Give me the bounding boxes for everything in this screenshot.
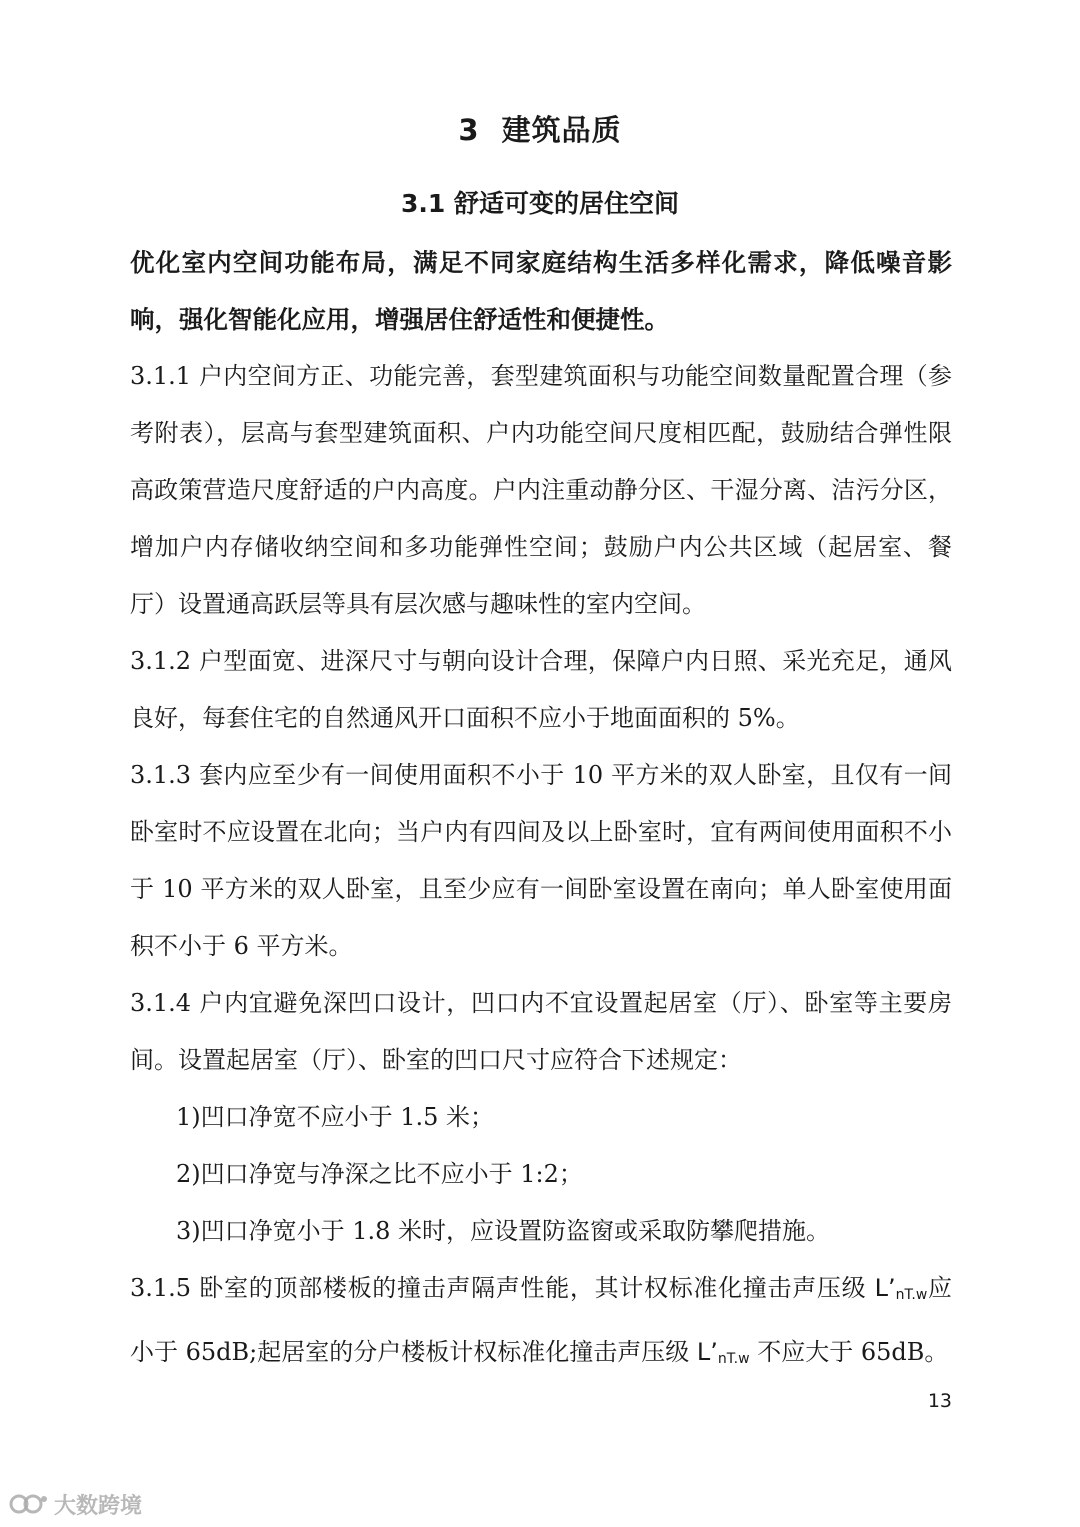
watermark-text: 大数跨境 <box>54 1493 143 1519</box>
clause-3-1-4-item-3: 3)凹口净宽小于 1.8 米时，应设置防盗窗或采取防攀爬措施。 <box>176 1217 831 1245</box>
chapter-number: 3 <box>458 113 480 147</box>
clause-3-1-4-item-2: 2)凹口净宽与净深之比不应小于 1:2； <box>176 1160 583 1188</box>
sound-level-symbol-2 <box>697 1338 750 1366</box>
clause-3-1-1: 3.1.1 户内空间方正、功能完善，套型建筑面积与功能空间数量配置合理（参考附表），层高与套型建筑面积、户内功能空间尺度相匹配，鼓励结合弹性限高政策营造尺度舒适的户内高度。户内注重动静分区、干湿分离、洁污分区，增加户内存储收纳空间和多功能弹性空间；鼓励户内公共区域（起居室、餐厅）设置通高跃层等具有层次感与趣味性的室内空间。 <box>130 362 952 618</box>
page-number: 13 <box>927 1390 952 1412</box>
chapter-title <box>0 108 1080 149</box>
clause-3-1-5 <box>130 1260 952 1388</box>
sound-level-symbol <box>875 1274 928 1302</box>
sound-level-symbol-base: L’ <box>874 1274 896 1302</box>
lead-paragraph: 优化室内空间功能布局，满足不同家庭结构生活多样化需求，降低噪音影响，强化智能化应用，增强居住舒适性和便捷性。 <box>130 248 952 334</box>
clause-3-1-5-part-c: 不应大于 65dB。 <box>757 1338 949 1366</box>
chapter-title-text: 建筑品质 <box>501 113 622 147</box>
clause-3-1-3: 3.1.3 套内应至少有一间使用面积不小于 10 平方米的双人卧室，且仅有一间卧室时不应设置在北向；当户内有四间及以上卧室时，宜有两间使用面积不小于 10 平方米的双人卧室，且至少应有一间卧室设置在南向；单人卧室使用面积不小于 6 平方米。 <box>130 761 952 960</box>
watermark-logo-icon <box>8 1491 48 1517</box>
clause-3-1-5-part-b: 应小于 65dB;起居室的分户楼板计权标准化撞击声压级 <box>130 1274 952 1366</box>
watermark <box>8 1488 142 1520</box>
section-title: 3.1 舒适可变的居住空间 <box>401 189 679 218</box>
sound-level-symbol-2-base: L’ <box>696 1338 718 1366</box>
clause-3-1-2: 3.1.2 户型面宽、进深尺寸与朝向设计合理，保障户内日照、采光充足，通风良好，每套住宅的自然通风开口面积不应小于地面面积的 5%。 <box>130 647 952 732</box>
body-text <box>130 348 952 1388</box>
clause-3-1-4: 3.1.4 户内宜避免深凹口设计，凹口内不宜设置起居室（厅）、卧室等主要房间。设置起居室（厅）、卧室的凹口尺寸应符合下述规定： <box>130 989 952 1074</box>
sound-level-symbol-2-sub: nT.w <box>717 1351 750 1367</box>
clause-3-1-5-part-a: 3.1.5 卧室的顶部楼板的撞击声隔声性能，其计权标准化撞击声压级 <box>130 1274 875 1302</box>
sound-level-symbol-sub: nT.w <box>895 1287 928 1303</box>
clause-3-1-4-item-1: 1)凹口净宽不应小于 1.5 米； <box>176 1103 495 1131</box>
